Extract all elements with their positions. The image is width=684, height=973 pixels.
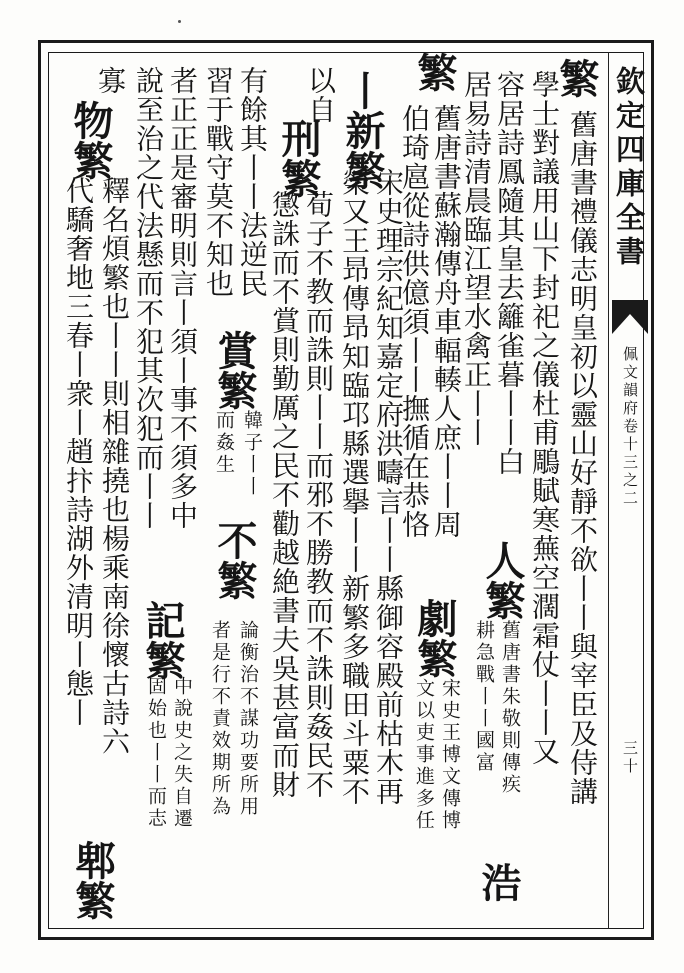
headword: 刑繁 [275,118,322,198]
text-column: 伯琦扈從詩供億須丨丨撫循在恭恪 [398,104,431,539]
text-column: 釋名煩繁也丨丨則相雜撓也楊乘南徐懷古詩六 [98,176,131,756]
text-column: 中說史之失自遷 [171,676,193,830]
page-number: 三十 [621,740,639,776]
text-column: 有餘其丨丨法逆民 [236,66,269,298]
fish-tail-mark-icon [612,300,648,334]
headword: 繁 [553,58,600,98]
text-column: 者是行不責效期所為 [209,620,231,818]
text-column: 舊唐書禮儀志明皇初以靈山好靜不欲丨丨與宰臣及侍講 [566,110,599,806]
text-column: 論衡治不謀功要所用 [237,620,259,818]
text-column: 宋史王博文傳博 [439,678,461,832]
text-column: 居易詩清晨臨江望水禽正丨丨 [460,70,493,447]
headword: 劇繁 [411,598,458,678]
headword: 記繁 [139,600,186,680]
text-column: 固始也丨丨而志 [145,676,167,830]
text-column: 懲誅而不賞則勤厲之民不勸越絶書夫吳甚富而財 [268,190,301,799]
book-title: 欽定四庫全書 [612,66,646,270]
text-column: 以自 [304,66,337,124]
headword: 人繁 [479,540,526,620]
ink-speck [178,20,181,23]
text-column: 寡 [94,66,127,95]
headword: 浩 [475,862,522,902]
text-column: 舊唐書朱敬則傳疾 [499,620,521,796]
text-column: 而姦生 [213,410,235,476]
headword: 物繁 [67,100,114,180]
header-divider [608,52,609,929]
text-column: 說至治之代法懸而不犯其次犯而丨丨 [132,66,165,530]
text-column: 荀子不教而誅則丨丨而邪不勝教而不誅則姦民不 [302,190,335,799]
text-column: 容居詩鳳隨其皇去籬雀暮丨丨白 [493,70,526,476]
text-column: 文以吏事進多任 [413,678,435,832]
text-column: 耕急戰丨丨國富 [473,620,495,774]
text-column: 代驕奢地三春丨衆丨趙抃詩湖外清明丨態丨 [62,176,95,727]
text-column: 者正正是審明則言丨須丨事不須多中 [166,66,199,530]
volume-subtitle: 佩文韻府卷十三之二 [621,346,639,508]
headword: 丨新繁 [339,70,386,190]
headword: 賞繁 [211,330,258,410]
text-column: 宋史理宗紀知嘉定府洪疇言丨丨縣御容殿前枯木再 [372,168,405,806]
headword: 不繁 [211,520,258,600]
text-column: 學士對議用山下封祀之儀杜甫鵰賦寒蕪空濶霜仗丨丨又 [528,70,561,766]
text-column: 習于戰守莫不知也 [202,66,235,298]
headword: 繁 [411,52,458,92]
headword: 郫繁 [69,840,116,920]
text-column: 舊唐書蘇瀚傳舟車輻輳人庶丨丨周 [430,104,463,539]
text-column: 韓子丨丨 [241,410,263,498]
text-column: 榮又王昻傳昻知臨邛縣選擧丨丨新繁多職田斗粟不 [338,168,371,806]
